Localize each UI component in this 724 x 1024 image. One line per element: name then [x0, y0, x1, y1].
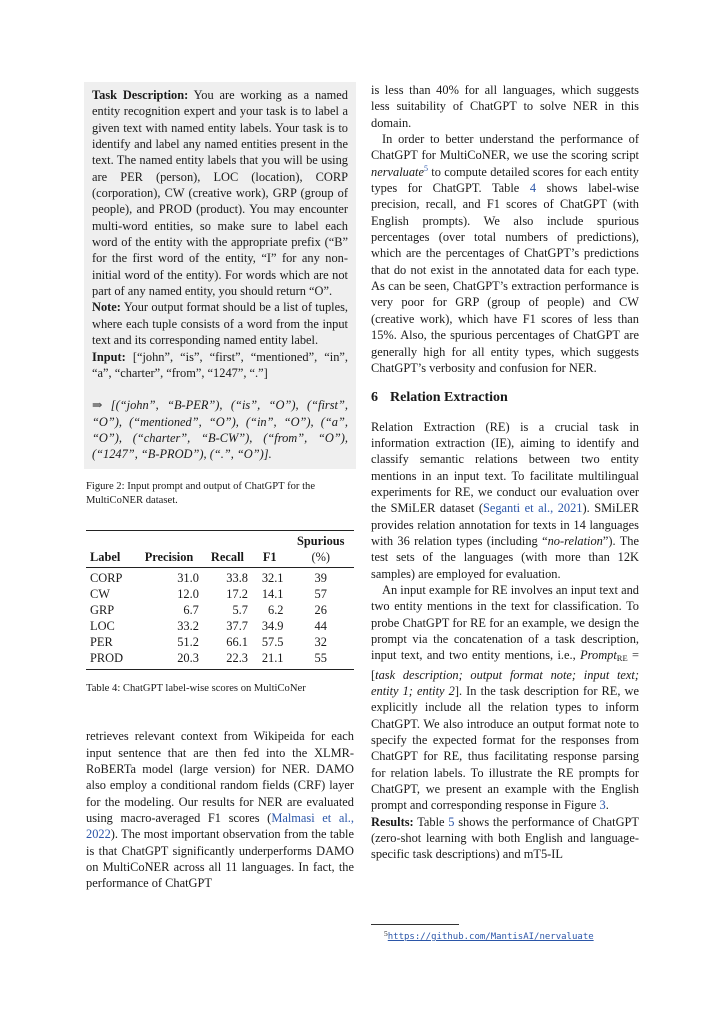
table-ref[interactable]: 4	[529, 181, 537, 196]
table-row	[86, 586, 354, 602]
task-description	[92, 87, 348, 299]
table-caption: Table 4: ChatGPT label-wise scores on MultiCoNer	[86, 683, 306, 695]
prompt-formula: task description; output format note; input text; entity 1; entity 2	[371, 667, 639, 699]
cell-recall: 33.8	[226, 571, 248, 586]
p5-text-b: shows the performance of ChatGPT (zero-shot learning with both English and language-specific task descriptions) and mT5-IL	[371, 814, 640, 862]
cell-spurious: 26	[314, 603, 327, 618]
cell-label: PER	[90, 635, 113, 650]
footnote-mark: 5	[384, 929, 388, 938]
header-precision: Precision	[144, 549, 194, 564]
p2-text-b: to compute detailed scores for each entity types for ChatGPT. Table	[371, 164, 639, 196]
output-text: ⇒ [(“john”, “B-PER”), (“is”, “O”), (“first”, “O”), (“mentioned”, “O”), (“in”, “O”), (“a”, “O”), (“charter”, “B-CW”), (“from”, “O”), (“1247”, “B-PROD”), (“.”, “O”)].	[92, 398, 348, 462]
p2-text-a: In order to better understand the performance of ChatGPT for MultiCoNER, we use the scoring script	[371, 132, 639, 163]
note	[92, 299, 348, 348]
cell-precision: 51.2	[177, 635, 199, 650]
cell-spurious: 44	[314, 619, 327, 634]
footnote	[384, 928, 594, 943]
cell-recall: 37.7	[226, 619, 248, 634]
header-spurious-label: Spurious	[296, 533, 345, 548]
cell-f1: 6.2	[268, 603, 284, 618]
cell-recall: 22.3	[226, 651, 248, 666]
prompt-box	[84, 82, 356, 469]
cell-label: LOC	[90, 619, 115, 634]
cell-spurious: 39	[314, 571, 327, 586]
scores-table	[86, 530, 354, 671]
p3-text-b: ). SMiLER provides relation annotation for texts in 14 languages with 36 relation types (including “	[371, 501, 640, 548]
left-text-a: retrieves relevant context from Wikipeida for each input sentence that are then fed into the XLMR-RoBERTa model (large version) for NER. DAMO also employ a conditional random fields (CRF) layer for the modeling. Our results for NER are evaluated using macro-averaged F1 scores (	[86, 729, 354, 825]
citation-seganti[interactable]: Seganti et al., 2021	[482, 501, 583, 516]
citation-malmasi[interactable]: Malmasi et al., 2022	[86, 810, 354, 842]
note-text: Your output format should be a list of tuples, where each tuple consists of a word from the input text and its corresponding named entity label.	[92, 300, 349, 348]
right-column	[371, 82, 639, 863]
section-heading	[371, 390, 639, 406]
right-paragraph-2	[371, 131, 639, 376]
cell-precision: 31.0	[177, 571, 199, 586]
cell-f1: 14.1	[261, 587, 284, 602]
table-row	[86, 602, 354, 618]
section-number: 6	[371, 390, 378, 406]
cell-recall: 66.1	[226, 635, 248, 650]
cell-label: PROD	[90, 651, 124, 666]
header-spurious-unit: (%)	[311, 549, 331, 564]
cell-label: CW	[90, 587, 110, 602]
table5-ref[interactable]: 5	[448, 814, 455, 829]
left-column	[86, 82, 354, 892]
table-row	[86, 650, 354, 670]
results-label: Results:	[371, 814, 414, 829]
prompt-symbol: Prompt	[580, 648, 617, 663]
prompt-subscript: RE	[616, 653, 628, 664]
table-row	[86, 634, 354, 650]
left-paragraph	[86, 728, 354, 891]
figure-ref[interactable]: 3	[599, 798, 606, 813]
cell-recall: 5.7	[232, 603, 248, 618]
cell-label: CORP	[90, 571, 123, 586]
right-paragraph-3	[371, 419, 639, 582]
input	[92, 349, 348, 382]
cell-f1: 21.1	[261, 651, 284, 666]
right-paragraph-1: is less than 40% for all languages, which suggests less suitability of ChatGPT to solve NER in this domain.	[371, 83, 639, 130]
task-text: You are working as a named entity recognition expert and your task is to label a given text with named entity labels. Your task is to identify and label any named entities present in the text. The named entity labels that you will be using are PER (person), LOC (location), CORP (corporation), CW (creative work), GRP (group of people), and PROD (product). You may encounter multi-word entities, so make sure to label each word of the entity with the appropriate prefix (“B” for the first word of the entity, “I” for any non-initial word of the entity). For words which are not part of any named entity, you should return “O”.	[92, 88, 349, 299]
prompt-equals: = [	[371, 648, 639, 682]
no-relation-term: no-relation	[547, 533, 603, 548]
cell-spurious: 57	[314, 587, 327, 602]
p4-text-b: ]. In the task description for RE, we explicitly include all the relation types to inform ChatGPT. We also introduce an output format note to specify the expected format for the responses from ChatGPT for RE, thus facilitating response parsing for relation labels. To illustrate the RE prompts for ChatGPT, we present an example with the English prompt and corresponding response in Figure	[371, 684, 639, 813]
header-recall: Recall	[210, 549, 244, 564]
p3-text-c: ”). The test sets of the languages (with more than 12K samples) are employed for evaluation.	[371, 533, 639, 581]
p5-text-a: Table	[413, 814, 449, 829]
table-header-row	[86, 530, 354, 568]
section-title: Relation Extraction	[390, 390, 508, 406]
p2-text-c: shows label-wise precision, recall, and F1 scores of ChatGPT (with English prompts). We also include spurious percentages (over total numbers of predictions), which are the percentages of ChatGPT’s predictions that do not exist in the annotated data for each type. As can be seen, ChatGPT’s extraction performance is very poor for GRP (group of people) and CW (creative work), which have F1 scores of less than 15%. Also, the spurious percentages of ChatGPT are generally high for all entity types, which suggests ChatGPT’s verbosity and confusion for NER.	[371, 181, 639, 375]
p4-text-a: An input example for RE involves an input text and two entity mentions in the text for classification. To probe ChatGPT for RE for an example, we design the prompt via the concatenation of a task description, input text, and two entity mentions, i.e.,	[371, 582, 639, 663]
cell-label: GRP	[90, 603, 115, 618]
right-paragraph-4	[371, 582, 639, 814]
input-label: Input:	[92, 349, 126, 364]
cell-spurious: 55	[314, 651, 327, 666]
cell-precision: 33.2	[177, 619, 199, 634]
footnote-ref[interactable]: 5	[424, 163, 428, 173]
cell-precision: 12.0	[177, 587, 199, 602]
right-paragraph-5	[371, 814, 639, 863]
tool-name: nervaluate	[371, 164, 424, 179]
cell-precision: 20.3	[177, 651, 199, 666]
left-text-b: ). The most important observation from the table is that ChatGPT significantly underperforms DAMO on MultiCoNER across all 11 languages. In fact, the performance of ChatGPT	[86, 827, 354, 891]
header-f1: F1	[262, 549, 277, 564]
cell-f1: 57.5	[261, 635, 284, 650]
footnote-divider	[371, 924, 459, 925]
header-label: Label	[90, 549, 121, 564]
cell-spurious: 32	[314, 635, 327, 650]
footnote-url[interactable]: https://github.com/MantisAI/nervaluate	[387, 932, 594, 942]
cell-precision: 6.7	[183, 603, 199, 618]
task-label: Task Description:	[92, 88, 189, 102]
note-label: Note:	[92, 300, 121, 315]
cell-f1: 32.1	[261, 571, 284, 586]
cell-f1: 34.9	[261, 619, 284, 634]
table-row	[86, 568, 354, 587]
p4-text-c: .	[605, 798, 609, 813]
cell-recall: 17.2	[226, 587, 248, 602]
figure-caption: Figure 2: Input prompt and output of ChatGPT for the MultiCoNER dataset.	[86, 480, 316, 506]
input-text: [“john”, “is”, “first”, “mentioned”, “in”, “a”, “charter”, “from”, “1247”, “.”]	[92, 349, 348, 380]
p3-text-a: Relation Extraction (RE) is a crucial task in information extraction (IE), aiming to identify and classify semantic relations between two entity mentions in an input text. To facilitate multilingual experiments for RE, we conduct our evaluation over the SMiLER dataset (	[371, 419, 639, 516]
table-row	[86, 618, 354, 634]
header-spurious	[288, 530, 355, 568]
